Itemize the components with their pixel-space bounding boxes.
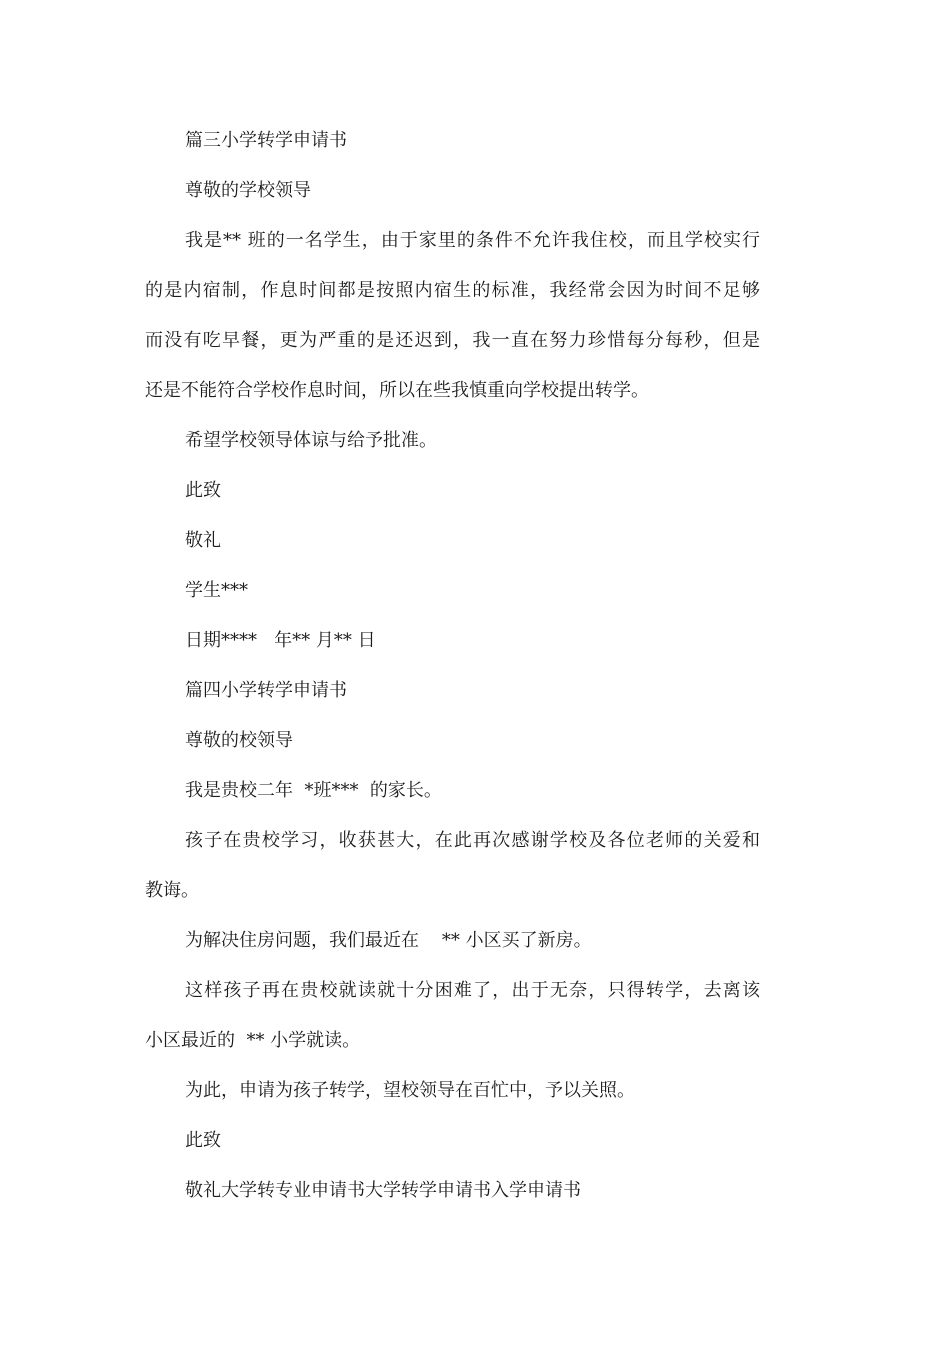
signature-line: 学生*** xyxy=(185,580,248,601)
document-body xyxy=(145,116,760,1216)
paragraph-line: 为解决住房问题，我们最近在 ** 小区买了新房。 xyxy=(185,930,592,951)
paragraph-line: 我是贵校二年 *班*** 的家长。 xyxy=(185,780,442,801)
closing-line: 敬礼 xyxy=(185,530,221,551)
paragraph-line: 的是内宿制，作息时间都是按照内宿生的标准，我经常会因为时间不足够 xyxy=(145,280,760,301)
paragraph-line: 这样孩子再在贵校就读就十分困难了，出于无奈，只得转学，去离该 xyxy=(185,980,760,1001)
paragraph-line: 孩子在贵校学习，收获甚大，在此再次感谢学校及各位老师的关爱和 xyxy=(185,830,760,851)
paragraph-line: 希望学校领导体谅与给予批准。 xyxy=(185,430,437,451)
section-title-3: 篇三小学转学申请书 xyxy=(185,130,347,151)
paragraph-line: 小区最近的 ** 小学就读。 xyxy=(145,1030,361,1051)
salutation: 尊敬的学校领导 xyxy=(185,180,311,201)
paragraph-line: 我是** 班的一名学生，由于家里的条件不允许我住校，而且学校实行 xyxy=(185,230,760,251)
closing-line: 敬礼大学转专业申请书大学转学申请书入学申请书 xyxy=(185,1180,581,1201)
closing-line: 此致 xyxy=(185,480,221,501)
section-title-4: 篇四小学转学申请书 xyxy=(185,680,347,701)
salutation: 尊敬的校领导 xyxy=(185,730,293,751)
paragraph-line: 为此，申请为孩子转学，望校领导在百忙中，予以关照。 xyxy=(185,1080,635,1101)
closing-line: 此致 xyxy=(185,1130,221,1151)
paragraph-line: 而没有吃早餐，更为严重的是还迟到，我一直在努力珍惜每分每秒，但是 xyxy=(145,330,760,351)
date-line: 日期**** 年** 月** 日 xyxy=(185,630,376,651)
paragraph-line: 教诲。 xyxy=(145,880,199,901)
paragraph-line: 还是不能符合学校作息时间，所以在些我慎重向学校提出转学。 xyxy=(145,380,649,401)
